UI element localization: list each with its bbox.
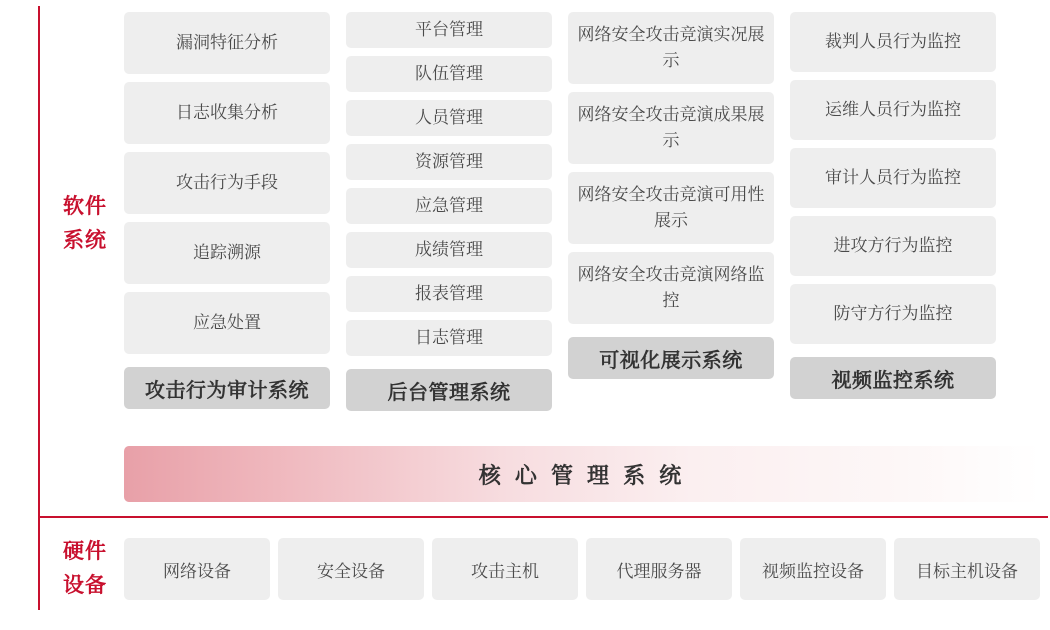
- column-attack-audit: [124, 12, 330, 411]
- column-title-visualization[interactable]: 可视化展示系统: [568, 337, 774, 379]
- module-cell[interactable]: 人员管理: [346, 100, 552, 136]
- column-title-video-surveillance[interactable]: 视频监控系统: [790, 357, 996, 399]
- column-title-backend-management[interactable]: 后台管理系统: [346, 369, 552, 411]
- hardware-cell[interactable]: 网络设备: [124, 538, 270, 600]
- module-cell[interactable]: 平台管理: [346, 12, 552, 48]
- module-cell[interactable]: 网络安全攻击竞演可用性展示: [568, 172, 774, 244]
- column-visualization: [568, 12, 774, 411]
- module-cell[interactable]: 追踪溯源: [124, 222, 330, 284]
- column-title-attack-audit[interactable]: 攻击行为审计系统: [124, 367, 330, 409]
- software-label-line1: 软件: [63, 195, 107, 218]
- hardware-cell[interactable]: 安全设备: [278, 538, 424, 600]
- module-cell[interactable]: 成绩管理: [346, 232, 552, 268]
- hardware-cell[interactable]: 目标主机设备: [894, 538, 1040, 600]
- left-vertical-rule: [38, 6, 40, 610]
- hardware-label-line1: 硬件: [63, 540, 107, 563]
- hardware-section-label: [46, 535, 124, 603]
- module-cell[interactable]: 报表管理: [346, 276, 552, 312]
- hardware-cell[interactable]: 视频监控设备: [740, 538, 886, 600]
- module-cell[interactable]: 资源管理: [346, 144, 552, 180]
- module-cell[interactable]: 进攻方行为监控: [790, 216, 996, 276]
- module-cell[interactable]: 应急处置: [124, 292, 330, 354]
- column-video-surveillance: [790, 12, 996, 411]
- software-label-line2: 系统: [63, 229, 107, 252]
- module-cell[interactable]: 审计人员行为监控: [790, 148, 996, 208]
- hardware-label-line2: 设备: [63, 574, 107, 597]
- hardware-cell[interactable]: 代理服务器: [586, 538, 732, 600]
- core-management-system-bar[interactable]: 核 心 管 理 系 统: [124, 446, 1040, 502]
- module-cell[interactable]: 运维人员行为监控: [790, 80, 996, 140]
- module-cell[interactable]: 日志管理: [346, 320, 552, 356]
- hardware-cell[interactable]: 攻击主机: [432, 538, 578, 600]
- software-hardware-divider: [38, 516, 1048, 518]
- software-section-label: [46, 190, 124, 258]
- module-cell[interactable]: 漏洞特征分析: [124, 12, 330, 74]
- column-backend-management: [346, 12, 552, 411]
- module-cell[interactable]: 队伍管理: [346, 56, 552, 92]
- module-cell[interactable]: 裁判人员行为监控: [790, 12, 996, 72]
- hardware-devices-row: [124, 538, 1040, 600]
- module-cell[interactable]: 网络安全攻击竞演成果展示: [568, 92, 774, 164]
- module-cell[interactable]: 防守方行为监控: [790, 284, 996, 344]
- module-cell[interactable]: 日志收集分析: [124, 82, 330, 144]
- module-cell[interactable]: 网络安全攻击竞演实况展示: [568, 12, 774, 84]
- module-cell[interactable]: 应急管理: [346, 188, 552, 224]
- software-columns: [124, 12, 1040, 411]
- module-cell[interactable]: 攻击行为手段: [124, 152, 330, 214]
- module-cell[interactable]: 网络安全攻击竞演网络监控: [568, 252, 774, 324]
